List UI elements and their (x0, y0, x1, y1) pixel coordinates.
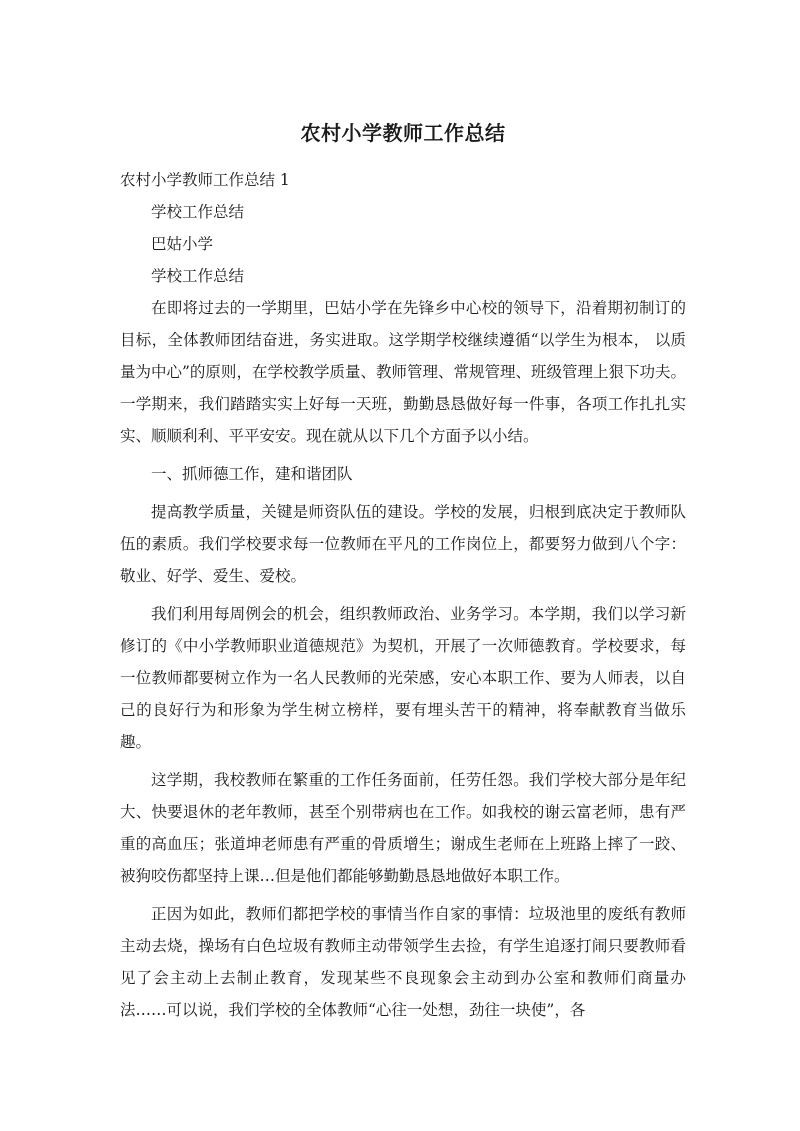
paragraph-teacher-quality: 提高教学质量，关键是师资队伍的建设。学校的发展，归根到底决定于教师队伍的素质。我们学校要求每一位教师在平凡的工作岗位上，都要努力做到八个字：敬业、好学、爱生、爱校。 (120, 503, 686, 585)
document-page (120, 118, 686, 1032)
paragraph-ownership: 正因为如此，教师们都把学校的事情当作自家的事情：垃圾池里的废纸有教师主动去烧，操场有白色垃圾有教师主动带领学生去捡，有学生追逐打闹只要教师看见了会主动上去制止教育，发现某些不良现象会主动到办公室和教师们商量办法……可以说，我们学校的全体教师“心往一处想，劲往一块使”，各 (120, 905, 686, 1019)
paragraph-dedication: 这学期，我校教师在繁重的工作任务面前，任劳任怨。我们学校大部分是年纪大、快要退休的老年教师，甚至个别带病也在工作。如我校的谢云富老师，患有严重的高血压；张道坤老师患有严重的骨质增生；谢成生老师在上班路上摔了一跤、被狗咬伤都坚持上课…但是他们都能够勤勤恳恳地做好本职工作。 (120, 771, 686, 885)
document-subtitle: 农村小学教师工作总结 1 (120, 171, 290, 189)
header-line-school-summary-2: 学校工作总结 (151, 267, 245, 285)
section-heading-1: 一、抓师德工作，建和谐团队 (151, 465, 353, 483)
paragraph-ethics-study: 我们利用每周例会的机会，组织教师政治、业务学习。本学期，我们以学习新修订的《中小学教师职业道德规范》为契机，开展了一次师德教育。学校要求，每一位教师都要树立作为一名人民教师的光荣感，安心本职工作、要为人师表，以自己的良好行为和形象为学生树立榜样，要有埋头苦干的精神，将奉献教育当做乐趣。 (120, 605, 686, 751)
document-title: 农村小学教师工作总结 (300, 121, 506, 145)
header-line-school-summary: 学校工作总结 (151, 203, 245, 221)
paragraph-intro: 在即将过去的一学期里，巴姑小学在先锋乡中心校的领导下，沿着期初制订的目标，全体教师团结奋进，务实进取。这学期学校继续遵循“以学生为根本， 以质量为中心”的原则，在学校教学质量、教师管理、常规管理、班级管理上狠下功夫。一学期来，我们踏踏实实上好每一天班，勤勤恳恳做好每一件事，各项工作扎扎实实、顺顺利利、平平安安。现在就从以下几个方面予以小结。 (120, 299, 686, 445)
header-line-school-name: 巴姑小学 (151, 235, 214, 253)
